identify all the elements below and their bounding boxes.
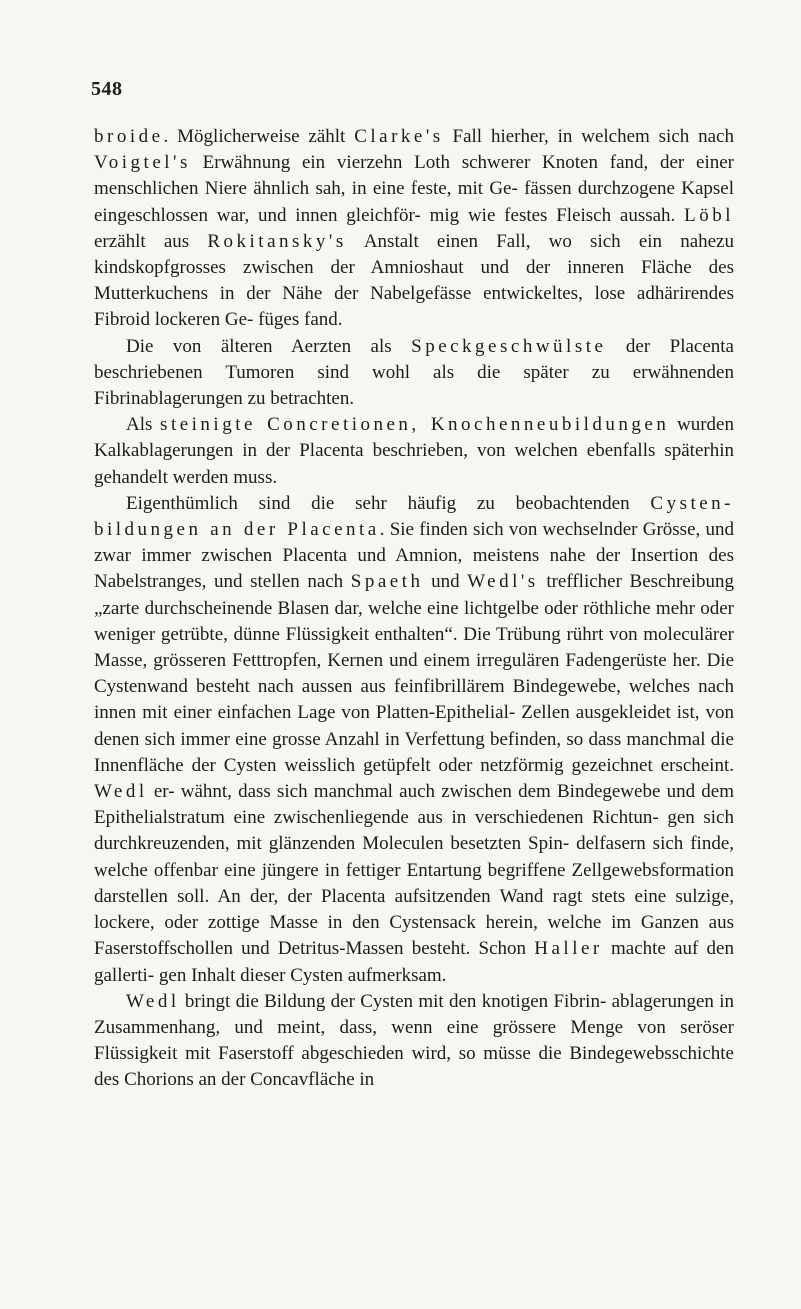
text-run: bringt die Bildung der Cysten mit den knotigen Fibrin- ablagerungen in Zusammenhang, und meint, dass, wenn eine grössere Menge von seröser Flüssigkeit mit Faserstoff abgeschieden wird, so müsse die Bindegewebsschichte des Chorions an der Concavfläche in xyxy=(94,990,734,1091)
spaced-emphasis: Cysten- bildungen an der Placenta xyxy=(94,492,734,541)
paragraph xyxy=(94,412,734,491)
page-number: 548 xyxy=(91,78,123,100)
text-run: . Möglicherweise zählt xyxy=(163,126,355,147)
spaced-emphasis: Wedl xyxy=(126,990,180,1012)
text-run: machte auf den gallerti- gen Inhalt dieser Cysten aufmerksam. xyxy=(94,938,734,986)
text-run: und xyxy=(423,571,468,593)
spaced-emphasis: Rokitansky's xyxy=(207,230,347,252)
spaced-emphasis: Voigtel's xyxy=(94,152,191,174)
text-run: Eigenthümlich sind die sehr häufig zu beobachtenden xyxy=(126,492,651,514)
spaced-emphasis: Wedl xyxy=(94,781,148,803)
paragraph xyxy=(94,989,734,1094)
text-run: Erwähnung ein vierzehn Loth schwerer Knoten fand, der einer menschlichen Niere ähnlich sah, in eine feste, mit Ge- fässen durchzogene Kapsel eingeschlossen war, und innen gleichför- mig wie festes Fleisch aussah. xyxy=(94,152,734,226)
text-run: Als xyxy=(126,414,161,436)
text-run: erzählt aus xyxy=(94,230,208,252)
text-run: wurden Kalkablagerungen in der Placenta beschrieben, von welchen ebenfalls späterhin gehandelt werden muss. xyxy=(94,414,734,488)
spaced-emphasis: Clarke's xyxy=(354,126,444,147)
paragraph xyxy=(94,124,734,334)
spaced-emphasis: Speckgeschwülste xyxy=(411,335,607,357)
text-run: Anstalt einen Fall, wo sich ein nahezu kindskopfgrosses zwischen der Amnioshaut und der inneren Fläche des Mutterkuchens in der Nähe der Nabelgefässe entwickeltes, lose adhärirendes Fibroid lockeren Ge- füges fand. xyxy=(94,230,734,331)
spaced-emphasis: Spaeth xyxy=(350,571,424,593)
paragraph xyxy=(94,491,734,989)
spaced-emphasis: Haller xyxy=(534,938,603,960)
spaced-emphasis: broide xyxy=(94,126,164,147)
text-run: er- wähnt, dass sich manchmal auch zwischen dem Bindegewebe und dem Epithelialstratum eine zwischenliegende aus in verschiedenen Richtun- gen sich durchkreuzenden, mit glänzenden Moleculen besetzten Spin- delfasern sich finde, welche offenbar eine jüngere in fettiger Entartung begriffene Zellgewebsformation darstellen soll. An der, der Placenta aufsitzenden Wand ragt stets eine sulzige, lockere, oder zottige Masse in den Cystensack herein, welche im Ganzen aus Faserstoffschollen und Detritus-Massen besteht. Schon xyxy=(94,781,734,960)
spaced-emphasis: steinigte Concretionen, Knochenneubildungen xyxy=(160,414,670,436)
spaced-emphasis: Löbl xyxy=(684,204,734,226)
spaced-emphasis: Wedl's xyxy=(467,571,539,593)
paragraph xyxy=(94,334,734,413)
text-run: Fall hierher, in welchem sich nach xyxy=(443,126,734,147)
body-text xyxy=(94,124,734,1094)
text-run: Die von älteren Aerzten als xyxy=(126,335,412,357)
text-run: der Placenta beschriebenen Tumoren sind wohl als die später zu erwähnenden Fibrinablagerungen zu betrachten. xyxy=(94,335,734,410)
text-run: . Sie finden sich von wechselnder Grösse, und zwar immer zwischen Placenta und Amnion, meistens nahe der Insertion des Nabelstranges, und stellen nach xyxy=(94,519,734,593)
text-run: trefflicher Beschreibung „zarte durchscheinende Blasen dar, welche eine lichtgelbe oder röthliche mehr oder weniger getrübte, dünne Flüssigkeit enthalten“. Die Trübung rührt von moleculärer Masse, grösseren Fetttropfen, Kernen und einem irregulären Fadengerüste her. Die Cystenwand besteht nach aussen aus feinfibrillärem Bindegewebe, welches nach innen mit einer einfachen Lage von Platten-Epithelial- Zellen ausgekleidet ist, von denen sich immer eine grosse Anzahl in Verfettung befinden, so dass manchmal die Innenfläche der Cysten weisslich getüpfelt oder netzförmig gezeichnet erscheint. xyxy=(94,571,735,776)
